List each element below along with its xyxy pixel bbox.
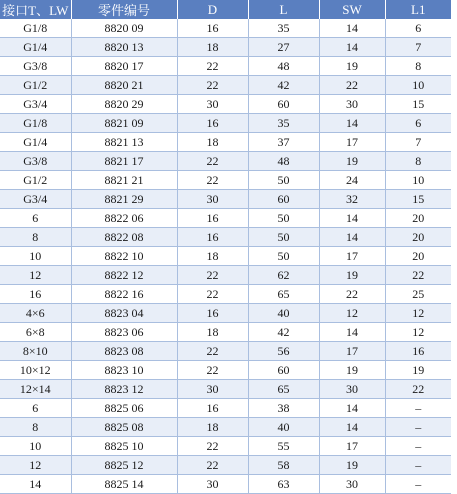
table-row — [0, 418, 451, 437]
cell-d: 18 — [177, 418, 248, 437]
cell-port-size: 14 — [0, 475, 71, 494]
cell-port-size: 10×12 — [0, 361, 71, 380]
cell-d: 30 — [177, 95, 248, 114]
cell-l1: 10 — [385, 76, 451, 95]
cell-port-size: 8×10 — [0, 342, 71, 361]
cell-d: 30 — [177, 380, 248, 399]
table-row — [0, 361, 451, 380]
cell-part-number: 8821 13 — [71, 133, 177, 152]
cell-l1: 20 — [385, 209, 451, 228]
cell-sw: 14 — [319, 19, 385, 38]
cell-l1: 25 — [385, 285, 451, 304]
cell-l: 50 — [248, 171, 319, 190]
cell-sw: 32 — [319, 190, 385, 209]
cell-port-size: 6×8 — [0, 323, 71, 342]
cell-d: 22 — [177, 437, 248, 456]
cell-d: 16 — [177, 114, 248, 133]
cell-part-number: 8822 08 — [71, 228, 177, 247]
cell-l1: – — [385, 418, 451, 437]
header-sw: SW — [319, 0, 385, 19]
cell-part-number: 8820 29 — [71, 95, 177, 114]
cell-port-size: 12×14 — [0, 380, 71, 399]
cell-part-number: 8821 17 — [71, 152, 177, 171]
cell-part-number: 8820 17 — [71, 57, 177, 76]
cell-l1: 19 — [385, 361, 451, 380]
cell-l: 58 — [248, 456, 319, 475]
cell-l1: 12 — [385, 304, 451, 323]
cell-d: 18 — [177, 323, 248, 342]
cell-part-number: 8823 10 — [71, 361, 177, 380]
cell-part-number: 8825 10 — [71, 437, 177, 456]
cell-d: 22 — [177, 76, 248, 95]
header-port-size: 接口T、LW — [0, 0, 71, 19]
cell-d: 16 — [177, 228, 248, 247]
table-row — [0, 399, 451, 418]
cell-sw: 17 — [319, 133, 385, 152]
cell-l: 40 — [248, 418, 319, 437]
cell-port-size: 10 — [0, 247, 71, 266]
cell-l: 27 — [248, 38, 319, 57]
cell-l: 48 — [248, 57, 319, 76]
cell-l: 63 — [248, 475, 319, 494]
cell-sw: 19 — [319, 57, 385, 76]
cell-d: 30 — [177, 475, 248, 494]
cell-part-number: 8821 29 — [71, 190, 177, 209]
cell-part-number: 8822 06 — [71, 209, 177, 228]
cell-l: 65 — [248, 380, 319, 399]
cell-sw: 30 — [319, 95, 385, 114]
cell-part-number: 8822 10 — [71, 247, 177, 266]
cell-l1: – — [385, 437, 451, 456]
cell-port-size: 8 — [0, 228, 71, 247]
table-row — [0, 76, 451, 95]
cell-port-size: 4×6 — [0, 304, 71, 323]
cell-sw: 24 — [319, 171, 385, 190]
cell-l1: 16 — [385, 342, 451, 361]
cell-port-size: G1/8 — [0, 19, 71, 38]
cell-sw: 19 — [319, 456, 385, 475]
table-row — [0, 475, 451, 494]
cell-d: 22 — [177, 456, 248, 475]
table-row — [0, 323, 451, 342]
table-body — [0, 19, 451, 494]
cell-part-number: 8823 12 — [71, 380, 177, 399]
cell-l1: – — [385, 399, 451, 418]
cell-l: 35 — [248, 114, 319, 133]
header-part-number: 零件编号 — [71, 0, 177, 19]
table-row — [0, 38, 451, 57]
cell-l: 50 — [248, 228, 319, 247]
cell-l1: 7 — [385, 38, 451, 57]
cell-part-number: 8822 16 — [71, 285, 177, 304]
cell-l: 60 — [248, 361, 319, 380]
cell-sw: 17 — [319, 342, 385, 361]
cell-part-number: 8825 08 — [71, 418, 177, 437]
cell-l: 42 — [248, 323, 319, 342]
cell-sw: 14 — [319, 418, 385, 437]
cell-port-size: 6 — [0, 399, 71, 418]
cell-l1: – — [385, 456, 451, 475]
cell-l: 48 — [248, 152, 319, 171]
cell-part-number: 8821 09 — [71, 114, 177, 133]
cell-part-number: 8823 08 — [71, 342, 177, 361]
table-row — [0, 380, 451, 399]
cell-l: 62 — [248, 266, 319, 285]
cell-l1: 8 — [385, 57, 451, 76]
cell-sw: 12 — [319, 304, 385, 323]
cell-port-size: G3/4 — [0, 95, 71, 114]
cell-l1: 12 — [385, 323, 451, 342]
cell-port-size: 8 — [0, 418, 71, 437]
table-row — [0, 171, 451, 190]
cell-sw: 17 — [319, 437, 385, 456]
cell-d: 18 — [177, 133, 248, 152]
cell-l: 37 — [248, 133, 319, 152]
table-row — [0, 114, 451, 133]
table-header-row — [0, 0, 451, 19]
cell-l1: 20 — [385, 228, 451, 247]
cell-sw: 14 — [319, 323, 385, 342]
cell-port-size: G1/2 — [0, 76, 71, 95]
cell-l: 55 — [248, 437, 319, 456]
cell-sw: 14 — [319, 399, 385, 418]
cell-sw: 17 — [319, 247, 385, 266]
table-row — [0, 57, 451, 76]
cell-l1: 15 — [385, 190, 451, 209]
cell-port-size: G1/2 — [0, 171, 71, 190]
cell-port-size: G3/4 — [0, 190, 71, 209]
cell-d: 16 — [177, 304, 248, 323]
cell-d: 16 — [177, 209, 248, 228]
cell-d: 22 — [177, 361, 248, 380]
cell-port-size: G1/4 — [0, 133, 71, 152]
cell-part-number: 8823 06 — [71, 323, 177, 342]
cell-part-number: 8825 12 — [71, 456, 177, 475]
cell-l: 40 — [248, 304, 319, 323]
cell-d: 16 — [177, 399, 248, 418]
cell-l: 50 — [248, 209, 319, 228]
table-row — [0, 456, 451, 475]
cell-l1: 6 — [385, 114, 451, 133]
cell-sw: 14 — [319, 38, 385, 57]
cell-l1: 7 — [385, 133, 451, 152]
cell-l1: 22 — [385, 380, 451, 399]
cell-part-number: 8825 14 — [71, 475, 177, 494]
table-row — [0, 304, 451, 323]
cell-l: 65 — [248, 285, 319, 304]
cell-d: 30 — [177, 190, 248, 209]
cell-port-size: 12 — [0, 266, 71, 285]
cell-part-number: 8820 09 — [71, 19, 177, 38]
cell-l1: 15 — [385, 95, 451, 114]
cell-sw: 14 — [319, 114, 385, 133]
cell-l1: – — [385, 475, 451, 494]
cell-l: 42 — [248, 76, 319, 95]
cell-port-size: 6 — [0, 209, 71, 228]
cell-port-size: 16 — [0, 285, 71, 304]
table-row — [0, 152, 451, 171]
table-row — [0, 228, 451, 247]
cell-port-size: G3/8 — [0, 152, 71, 171]
cell-d: 22 — [177, 57, 248, 76]
cell-part-number: 8820 13 — [71, 38, 177, 57]
cell-port-size: 10 — [0, 437, 71, 456]
cell-sw: 30 — [319, 380, 385, 399]
table-row — [0, 190, 451, 209]
cell-d: 18 — [177, 38, 248, 57]
cell-part-number: 8825 06 — [71, 399, 177, 418]
cell-l: 60 — [248, 95, 319, 114]
cell-l: 35 — [248, 19, 319, 38]
header-l1: L1 — [385, 0, 451, 19]
table-row — [0, 437, 451, 456]
cell-port-size: G1/8 — [0, 114, 71, 133]
cell-sw: 22 — [319, 76, 385, 95]
cell-sw: 14 — [319, 228, 385, 247]
cell-d: 16 — [177, 19, 248, 38]
table-row — [0, 19, 451, 38]
table-row — [0, 209, 451, 228]
cell-l: 60 — [248, 190, 319, 209]
cell-d: 18 — [177, 247, 248, 266]
header-d: D — [177, 0, 248, 19]
table-row — [0, 247, 451, 266]
cell-l1: 22 — [385, 266, 451, 285]
cell-sw: 22 — [319, 285, 385, 304]
cell-l: 50 — [248, 247, 319, 266]
cell-l1: 8 — [385, 152, 451, 171]
cell-part-number: 8823 04 — [71, 304, 177, 323]
cell-sw: 14 — [319, 209, 385, 228]
cell-l: 56 — [248, 342, 319, 361]
cell-sw: 19 — [319, 266, 385, 285]
cell-d: 22 — [177, 266, 248, 285]
cell-sw: 19 — [319, 152, 385, 171]
table-row — [0, 266, 451, 285]
cell-part-number: 8820 21 — [71, 76, 177, 95]
cell-d: 22 — [177, 342, 248, 361]
table-row — [0, 285, 451, 304]
cell-port-size: G1/4 — [0, 38, 71, 57]
cell-d: 22 — [177, 285, 248, 304]
table-row — [0, 133, 451, 152]
cell-l1: 10 — [385, 171, 451, 190]
cell-l1: 6 — [385, 19, 451, 38]
cell-d: 22 — [177, 171, 248, 190]
cell-port-size: 12 — [0, 456, 71, 475]
table-row — [0, 342, 451, 361]
cell-part-number: 8821 21 — [71, 171, 177, 190]
cell-l: 38 — [248, 399, 319, 418]
cell-part-number: 8822 12 — [71, 266, 177, 285]
header-l: L — [248, 0, 319, 19]
table-row — [0, 95, 451, 114]
cell-l1: 20 — [385, 247, 451, 266]
cell-d: 22 — [177, 152, 248, 171]
cell-sw: 30 — [319, 475, 385, 494]
cell-sw: 19 — [319, 361, 385, 380]
cell-port-size: G3/8 — [0, 57, 71, 76]
